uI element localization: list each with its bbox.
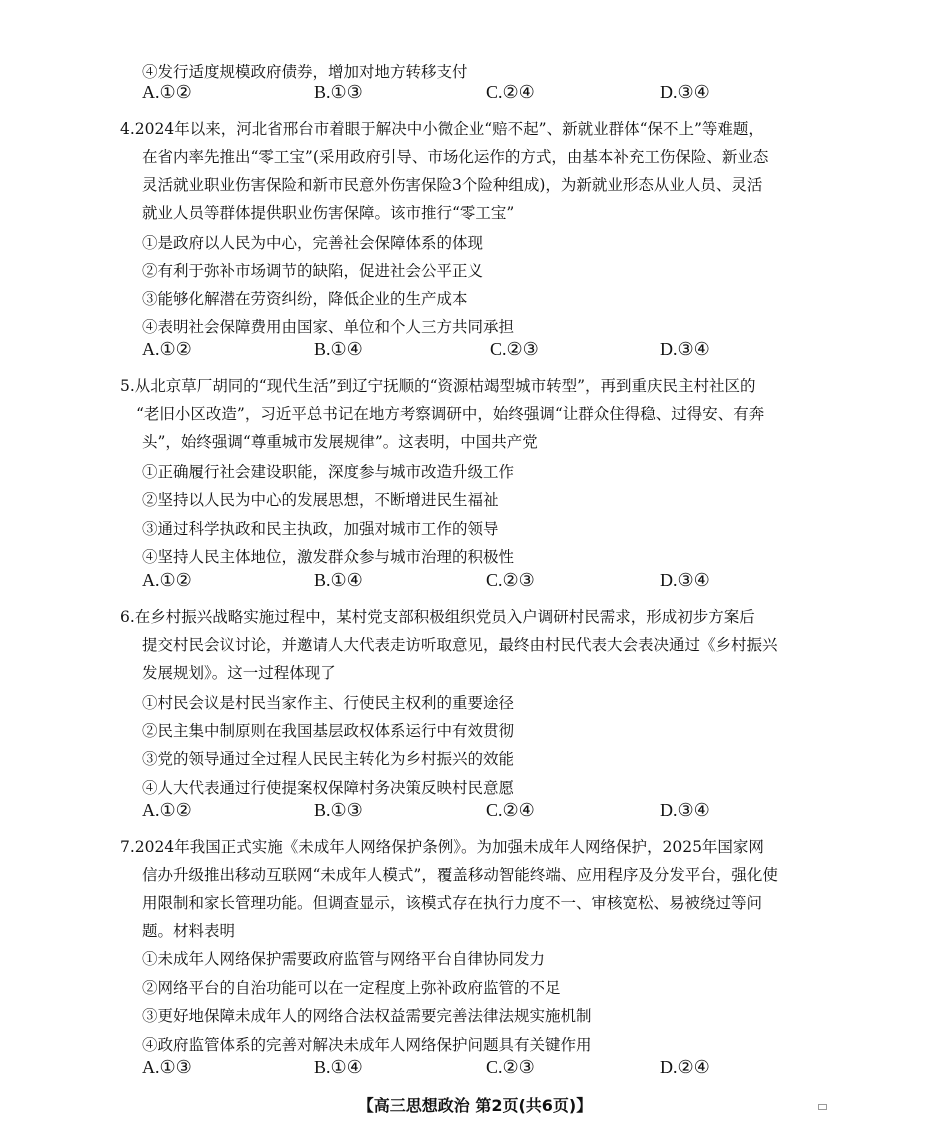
corner-mark-icon <box>818 1104 827 1110</box>
q4-option-c: C.②③ <box>490 339 539 359</box>
q6-item-4: ④人大代表通过行使提案权保障村务决策反映村民意愿 <box>142 779 515 797</box>
q6-options <box>142 800 782 826</box>
q7-item-2: ②网络平台的自治功能可以在一定程度上弥补政府监管的不足 <box>142 979 561 997</box>
q7-item-1: ①未成年人网络保护需要政府监管与网络平台自律协同发力 <box>142 950 546 968</box>
q5-stem-line-2: “老旧小区改造”，习近平总书记在地方考察调研中，始终强调“让群众住得稳、过得安、有奔 <box>136 405 765 423</box>
q7-stem-line-2: 信办升级推出移动互联网“未成年人模式”，覆盖移动智能终端、应用程序及分发平台，强化使 <box>142 866 778 884</box>
q6-stem-line-2: 提交村民会议讨论，并邀请人大代表走访听取意见，最终由村民代表大会表决通过《乡村振兴 <box>142 636 778 654</box>
q7-stem-line-1: 7.2024年我国正式实施《未成年人网络保护条例》。为加强未成年人网络保护，2025年国家网 <box>120 838 764 856</box>
q6-stem-line-3: 发展规划》。这一过程体现了 <box>142 664 336 682</box>
q3-item-4: ④发行适度规模政府债券，增加对地方转移支付 <box>142 63 468 81</box>
q4-item-1: ①是政府以人民为中心，完善社会保障体系的体现 <box>142 234 484 252</box>
q5-option-c: C.②③ <box>486 570 535 590</box>
q4-item-3: ③能够化解潜在劳资纠纷，降低企业的生产成本 <box>142 290 468 308</box>
q7-item-4: ④政府监管体系的完善对解决未成年人网络保护问题具有关键作用 <box>142 1036 592 1054</box>
q4-item-2: ②有利于弥补市场调节的缺陷，促进社会公平正义 <box>142 262 484 280</box>
q7-item-3: ③更好地保障未成年人的网络合法权益需要完善法律法规实施机制 <box>142 1007 592 1025</box>
q6-option-a: A.①② <box>142 800 192 820</box>
q3-options <box>142 82 782 108</box>
q7-stem-line-3: 用限制和家长管理功能。但调查显示，该模式存在执行力度不一、审核宽松、易被绕过等问 <box>142 894 763 912</box>
q4-options <box>142 339 782 365</box>
q7-option-a: A.①③ <box>142 1057 192 1077</box>
q5-stem-line-3: 头”，始终强调“尊重城市发展规律”。这表明，中国共产党 <box>142 433 538 451</box>
q5-stem-line-1: 5.从北京草厂胡同的“现代生活”到辽宁抚顺的“资源枯竭型城市转型”，再到重庆民主村社区的 <box>120 377 756 395</box>
q6-item-1: ①村民会议是村民当家作主、行使民主权利的重要途径 <box>142 694 515 712</box>
q7-option-b: B.①④ <box>314 1057 363 1077</box>
q4-option-d: D.③④ <box>660 339 710 359</box>
q6-option-b: B.①③ <box>314 800 363 820</box>
q7-option-c: C.②③ <box>486 1057 535 1077</box>
q5-options <box>142 570 782 596</box>
q4-option-b: B.①④ <box>314 339 363 359</box>
q3-option-a: A.①② <box>142 82 192 102</box>
q5-item-3: ③通过科学执政和民主执政，加强对城市工作的领导 <box>142 520 499 538</box>
page-footer: 【高三思想政治 第2页(共6页)】 <box>357 1096 593 1115</box>
q7-stem-line-4: 题。材料表明 <box>142 922 236 940</box>
q7-options <box>142 1057 782 1083</box>
q5-option-d: D.③④ <box>660 570 710 590</box>
q5-item-2: ②坚持以人民为中心的发展思想，不断增进民生福祉 <box>142 491 499 509</box>
q4-stem-line-4: 就业人员等群体提供职业伤害保障。该市推行“零工宝” <box>142 204 515 222</box>
q3-option-c: C.②④ <box>486 82 535 102</box>
q6-item-3: ③党的领导通过全过程人民民主转化为乡村振兴的效能 <box>142 750 515 768</box>
q5-option-a: A.①② <box>142 570 192 590</box>
q5-item-4: ④坚持人民主体地位，激发群众参与城市治理的积极性 <box>142 548 515 566</box>
q4-option-a: A.①② <box>142 339 192 359</box>
q4-stem-line-2: 在省内率先推出“零工宝”(采用政府引导、市场化运作的方式，由基本补充工伤保险、新业态 <box>142 148 769 166</box>
q4-stem-line-3: 灵活就业职业伤害保险和新市民意外伤害保险3个险种组成)，为新就业形态从业人员、灵活 <box>142 176 763 194</box>
q5-option-b: B.①④ <box>314 570 363 590</box>
q7-option-d: D.②④ <box>660 1057 710 1077</box>
q3-option-b: B.①③ <box>314 82 363 102</box>
q4-item-4: ④表明社会保障费用由国家、单位和个人三方共同承担 <box>142 318 515 336</box>
q6-stem-line-1: 6.在乡村振兴战略实施过程中，某村党支部积极组织党员入户调研村民需求，形成初步方案后 <box>120 608 755 626</box>
q3-option-d: D.③④ <box>660 82 710 102</box>
q4-stem-line-1: 4.2024年以来，河北省邢台市着眼于解决中小微企业“赔不起”、新就业群体“保不上”等难题， <box>120 120 764 138</box>
q6-option-c: C.②④ <box>486 800 535 820</box>
q6-option-d: D.③④ <box>660 800 710 820</box>
q5-item-1: ①正确履行社会建设职能，深度参与城市改造升级工作 <box>142 463 515 481</box>
q6-item-2: ②民主集中制原则在我国基层政权体系运行中有效贯彻 <box>142 722 515 740</box>
